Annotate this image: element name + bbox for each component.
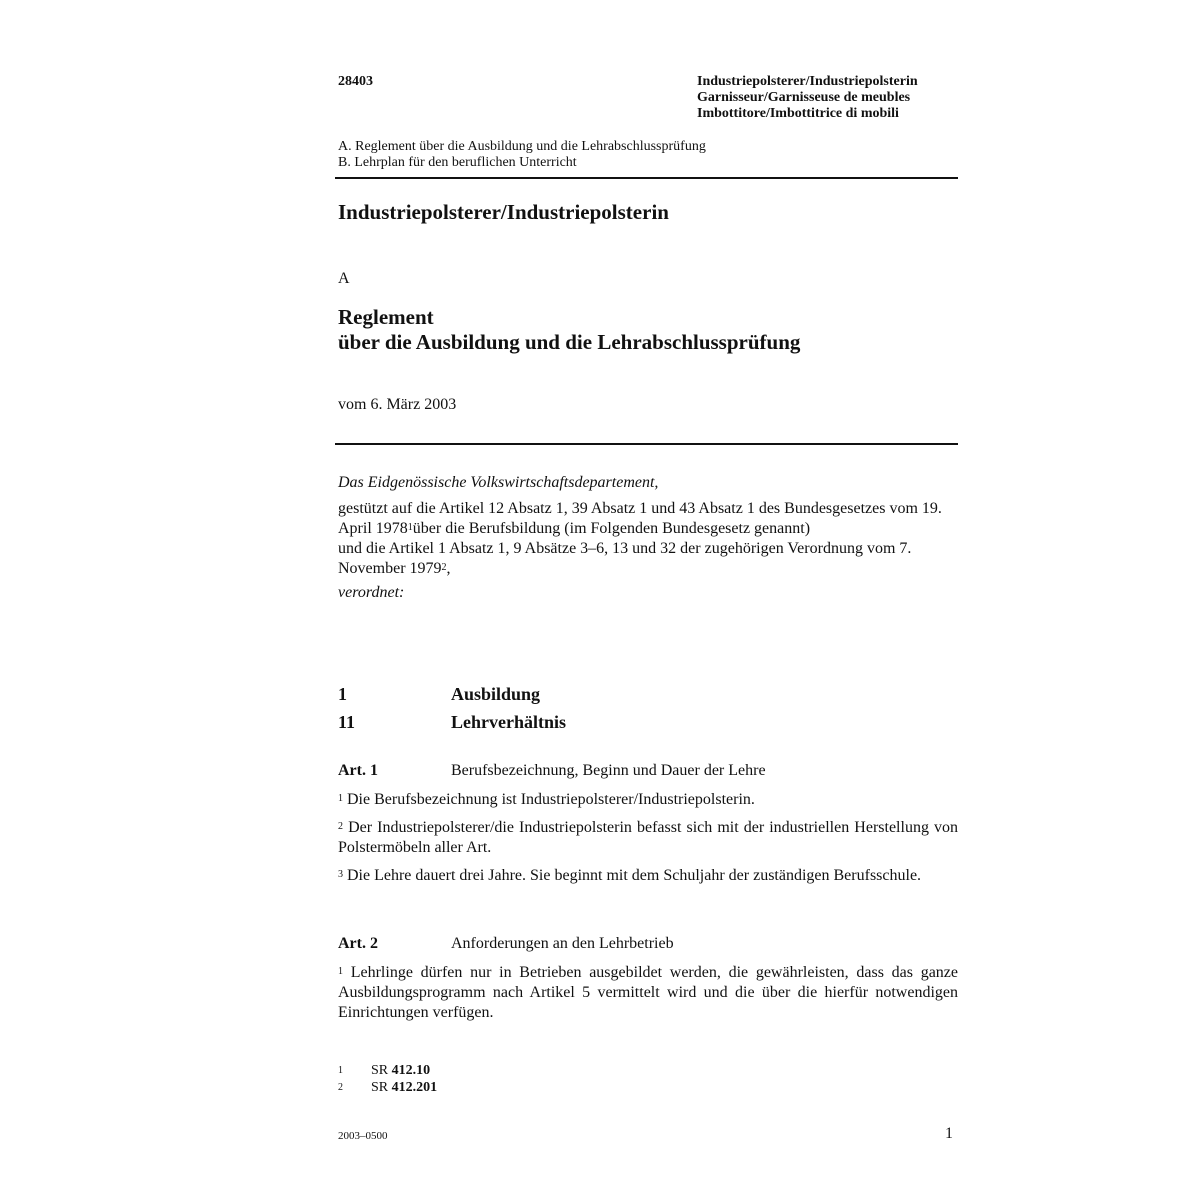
document-code: 2003–0500 <box>338 1130 388 1142</box>
footnote-ref: 2 <box>441 562 447 573</box>
footnote: 1 SR 412.10 <box>338 1063 431 1078</box>
section-title: Ausbildung <box>451 684 541 704</box>
footnote-number: 1 <box>338 1065 343 1076</box>
article-paragraph: $^3$ Die Lehre dauert drei Jahre. Sie beginnt mit dem Schuljahr der zuständigen Berufsschule. <box>338 867 922 884</box>
document-number: 28403 <box>338 74 373 89</box>
divider-middle <box>335 443 958 445</box>
contents-list <box>338 139 706 171</box>
article-paragraph: $^1$ Die Berufsbezeichnung ist Industriepolsterer/Industriepolsterin. <box>338 791 755 808</box>
header-title-fr: Garnisseur/Garnisseuse de meubles <box>697 90 911 105</box>
footnote-number: 2 <box>338 1082 343 1093</box>
regulation-title-line1: Reglement <box>338 305 434 329</box>
section-number: 11 <box>338 712 356 732</box>
article-paragraph: $^2$ Der Industriepolsterer/die Industriepolsterin befasst sich mit der industriellen Herstellung von Polstermöbeln aller Art. <box>338 819 959 856</box>
part-letter: A <box>338 270 350 287</box>
section-heading <box>338 684 540 705</box>
article-title: Anforderungen an den Lehrbetrieb <box>451 935 674 952</box>
section-number: 1 <box>338 684 347 704</box>
article-paragraph: $^1$ Lehrlinge dürfen nur in Betrieben ausgebildet werden, die gewährleisten, dass das ganze Ausbildungsprogramm nach Artikel 5 vermittelt wird und die über die hierfür notwendigen Einrichtungen verfügen. <box>338 964 958 1021</box>
regulation-title <box>338 305 800 355</box>
preamble-authority: Das Eidgenössische Volkswirtschaftsdepartement, <box>338 474 659 491</box>
footnote-ref-code: 412.201 <box>391 1080 438 1095</box>
section-title: Lehrverhältnis <box>451 712 566 732</box>
article-heading <box>338 935 674 953</box>
main-title: Industriepolsterer/Industriepolsterin <box>338 200 669 224</box>
article-title: Berufsbezeichnung, Beginn und Dauer der Lehre <box>451 762 766 779</box>
page-number: 1 <box>945 1125 953 1142</box>
contents-item: A. Reglement über die Ausbildung und die Lehrabschlussprüfung <box>338 139 706 154</box>
preamble <box>338 473 958 603</box>
header-titles <box>697 74 918 122</box>
preamble-decree: verordnet: <box>338 584 405 601</box>
footnote-ref-code: 412.10 <box>391 1063 431 1078</box>
regulation-date: vom 6. März 2003 <box>338 396 457 413</box>
subsection-heading <box>338 712 566 733</box>
article-label: Art. 2 <box>338 935 378 952</box>
regulation-title-line2: über die Ausbildung und die Lehrabschlussprüfung <box>338 330 801 354</box>
footnote: 2 SR 412.201 <box>338 1080 438 1095</box>
article-heading <box>338 762 766 780</box>
header-title-de: Industriepolsterer/Industriepolsterin <box>697 74 918 89</box>
footnote-ref: 1 <box>407 522 413 533</box>
header-title-it: Imbottitore/Imbottitrice di mobili <box>697 106 899 121</box>
divider-top <box>335 177 958 179</box>
article-label: Art. 1 <box>338 762 378 779</box>
preamble-basis-1: gestützt auf die Artikel 12 Absatz 1, 39 Absatz 1 und 43 Absatz 1 des Bundesgesetzes vom 19. April 1978$^1$über die Berufsbildung (im Folgenden Bundesgesetz genannt) <box>338 500 942 537</box>
preamble-basis-2: und die Artikel 1 Absatz 1, 9 Absätze 3–6, 13 und 32 der zugehörigen Verordnung vom 7. November 1979$^2$, <box>338 540 912 577</box>
contents-item: B. Lehrplan für den beruflichen Unterricht <box>338 155 577 170</box>
